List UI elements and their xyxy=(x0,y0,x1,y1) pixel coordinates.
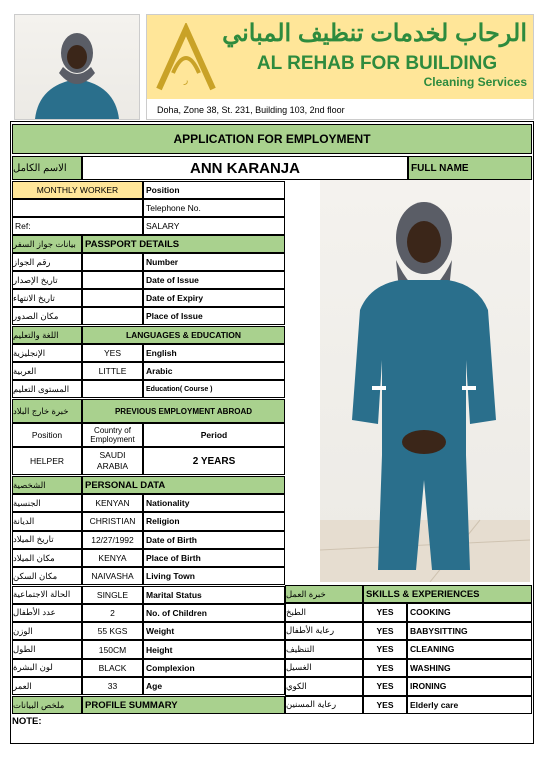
passport-row-arabic: تاريخ الإصدار xyxy=(12,271,82,289)
personal-section-label: PERSONAL DATA xyxy=(82,476,285,494)
personal-row-arabic: مكان السكن xyxy=(12,567,82,585)
company-name-arabic: الرحاب لخدمات تنظيف المباني xyxy=(222,20,527,47)
skill-row-label: CLEANING xyxy=(407,640,532,659)
personal-row-arabic: الديانة xyxy=(12,512,82,530)
personal-row-value: CHRISTIAN xyxy=(82,512,143,530)
personal-row-arabic: عدد الأطفال xyxy=(12,604,82,622)
passport-row-label: Number xyxy=(143,253,285,271)
personal-row-arabic: الجنسية xyxy=(12,494,82,512)
applicant-photo-large xyxy=(320,180,530,582)
personal-row-arabic: لون البشرة xyxy=(12,659,82,677)
languages-section-label: LANGUAGES & EDUCATION xyxy=(82,326,285,344)
personal-row-label: Place of Birth xyxy=(143,549,285,567)
company-logo xyxy=(153,23,219,95)
skill-row-value: YES xyxy=(363,640,407,659)
skill-row-arabic: الغسيل xyxy=(285,659,363,678)
personal-row-value: 55 KGS xyxy=(82,622,143,640)
prev-position-header: Position xyxy=(12,423,82,447)
passport-row-value xyxy=(82,307,143,325)
personal-label-arabic: الشخصية xyxy=(12,476,82,494)
language-row-value xyxy=(82,380,143,398)
prev-period-header: Period xyxy=(143,423,285,447)
personal-row-arabic: الطول xyxy=(12,640,82,658)
skill-row-value: YES xyxy=(363,677,407,696)
skill-row-value: YES xyxy=(363,659,407,678)
svg-text:ر: ر xyxy=(183,76,189,86)
personal-row-label: Height xyxy=(143,640,285,658)
languages-label-arabic: اللغة والتعليم xyxy=(12,326,82,344)
skill-row-label: BABYSITTING xyxy=(407,622,532,641)
skill-row-arabic: التنظيف xyxy=(285,640,363,659)
skill-row-label: WASHING xyxy=(407,659,532,678)
full-name-label: FULL NAME xyxy=(408,156,532,180)
personal-row-label: Complexion xyxy=(143,659,285,677)
language-row-arabic: المستوى التعليم xyxy=(12,380,82,398)
personal-row-value: KENYA xyxy=(82,549,143,567)
form-title: APPLICATION FOR EMPLOYMENT xyxy=(12,124,532,154)
prev-period-value: 2 YEARS xyxy=(143,447,285,475)
language-row-value: LITTLE xyxy=(82,362,143,380)
personal-row-label: Living Town xyxy=(143,567,285,585)
passport-row-arabic: تاريخ الانتهاء xyxy=(12,289,82,307)
personal-row-arabic: العمر xyxy=(12,677,82,695)
position-label: Position xyxy=(143,181,285,199)
skill-row-value: YES xyxy=(363,603,407,622)
summary-section-label: PROFILE SUMMARY xyxy=(82,696,285,714)
language-row-label: Education( Course ) xyxy=(143,380,285,398)
skill-row-label: COOKING xyxy=(407,603,532,622)
previous-label-arabic: خبرة خارج البلاد xyxy=(12,399,82,423)
passport-row-label: Date of Issue xyxy=(143,271,285,289)
passport-row-value xyxy=(82,289,143,307)
passport-label-arabic: بيانات جواز السفر xyxy=(12,235,82,253)
personal-row-label: Marital Status xyxy=(143,586,285,604)
language-row-arabic: الإنجليزية xyxy=(12,344,82,362)
company-name-english: AL REHAB FOR BUILDING xyxy=(256,53,498,74)
personal-row-value: 150CM xyxy=(82,640,143,658)
name-label-arabic: الاسم الكامل xyxy=(12,156,82,180)
passport-row-value xyxy=(82,253,143,271)
skill-row-arabic: رعاية المسنين xyxy=(285,696,363,715)
skill-row-label: IRONING xyxy=(407,677,532,696)
skill-row-value: YES xyxy=(363,696,407,715)
skills-section-label: SKILLS & EXPERIENCES xyxy=(363,585,532,603)
position-value: MONTHLY WORKER xyxy=(12,181,143,199)
ref-label: Ref: xyxy=(12,217,143,235)
personal-row-label: Nationality xyxy=(143,494,285,512)
language-row-label: English xyxy=(143,344,285,362)
personal-row-arabic: الحالة الاجتماعية xyxy=(12,586,82,604)
skill-row-arabic: الطبخ xyxy=(285,603,363,622)
applicant-name: ANN KARANJA xyxy=(82,156,408,180)
personal-row-value: 33 xyxy=(82,677,143,695)
passport-row-arabic: رقم الجواز xyxy=(12,253,82,271)
skill-row-value: YES xyxy=(363,622,407,641)
company-banner xyxy=(146,14,534,120)
company-subtitle: Cleaning Services xyxy=(423,75,527,89)
personal-row-label: Religion xyxy=(143,512,285,530)
personal-row-arabic: مكان الميلاد xyxy=(12,549,82,567)
previous-section-label: PREVIOUS EMPLOYMENT ABROAD xyxy=(82,399,285,423)
prev-country-value: SAUDI ARABIA xyxy=(82,447,143,475)
personal-row-value: 2 xyxy=(82,604,143,622)
language-row-label: Arabic xyxy=(143,362,285,380)
personal-row-arabic: الوزن xyxy=(12,622,82,640)
company-address: Doha, Zone 38, St. 231, Building 103, 2nd floor xyxy=(157,105,345,115)
telephone-label: Telephone No. xyxy=(143,199,285,217)
skills-label-arabic: خبرة العمل xyxy=(285,585,363,603)
personal-row-label: Age xyxy=(143,677,285,695)
prev-position-value: HELPER xyxy=(12,447,82,475)
note-label: NOTE: xyxy=(12,716,42,727)
skill-row-arabic: الكوي xyxy=(285,677,363,696)
personal-row-value: BLACK xyxy=(82,659,143,677)
applicant-photo-small xyxy=(14,14,140,120)
personal-row-label: Date of Birth xyxy=(143,531,285,549)
passport-row-value xyxy=(82,271,143,289)
prev-country-header: Country of Employment xyxy=(82,423,143,447)
salary-label: SALARY xyxy=(143,217,285,235)
passport-row-arabic: مكان الصدور xyxy=(12,307,82,325)
personal-row-value: KENYAN xyxy=(82,494,143,512)
passport-section-label: PASSPORT DETAILS xyxy=(82,235,285,253)
skill-row-arabic: رعاية الأطفال xyxy=(285,622,363,641)
language-row-value: YES xyxy=(82,344,143,362)
skill-row-label: Elderly care xyxy=(407,696,532,715)
language-row-arabic: العربية xyxy=(12,362,82,380)
personal-row-value: NAIVASHA xyxy=(82,567,143,585)
personal-row-value: SINGLE xyxy=(82,586,143,604)
summary-label-arabic: ملخص البيانات xyxy=(12,696,82,714)
personal-row-value: 12/27/1992 xyxy=(82,531,143,549)
personal-row-label: No. of Children xyxy=(143,604,285,622)
passport-row-label: Place of Issue xyxy=(143,307,285,325)
passport-row-label: Date of Expiry xyxy=(143,289,285,307)
personal-row-arabic: تاريخ الميلاد xyxy=(12,531,82,549)
personal-row-label: Weight xyxy=(143,622,285,640)
telephone-value xyxy=(12,199,143,217)
